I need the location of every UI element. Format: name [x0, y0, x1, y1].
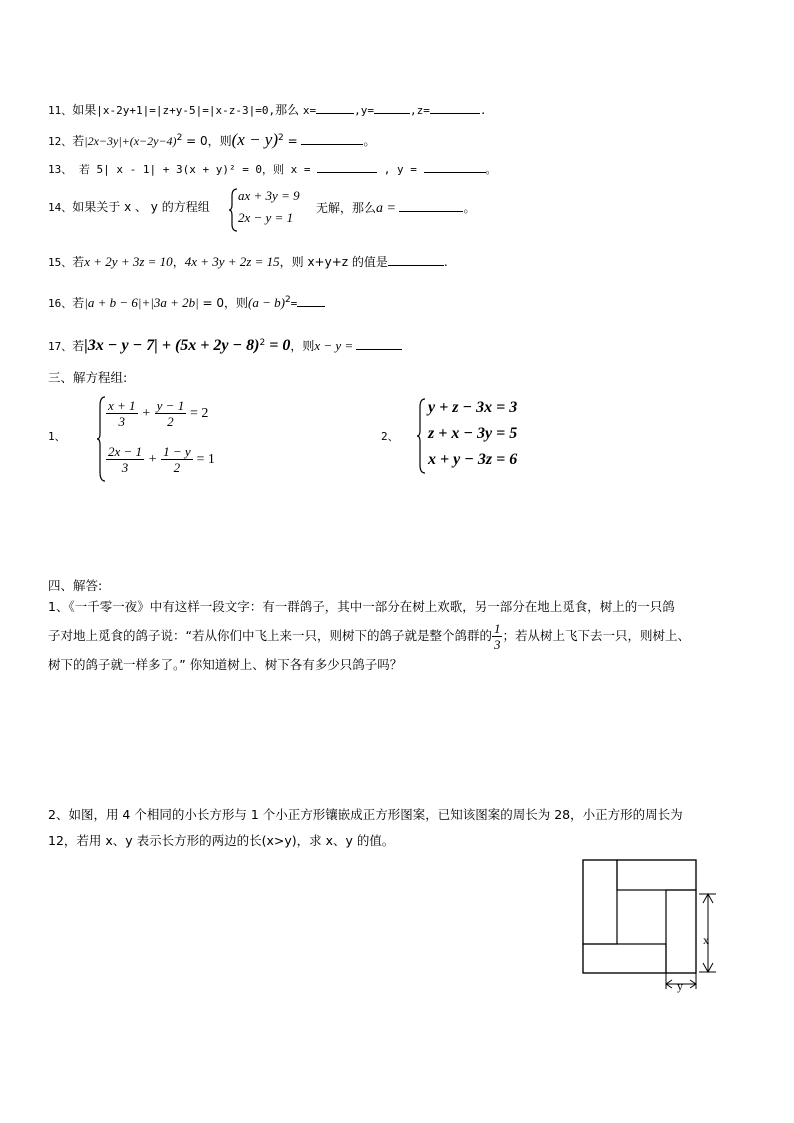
problem-1-line-2: 子对地上觅食的鸽子说：“若从你们中飞上来一只，则树下的鸽子就是整个鸽群的 $\frac{1}{3}$ ；若从树上飞下去一只，则树上、 — [48, 621, 690, 652]
system-2-number: 2、 — [381, 430, 399, 443]
q11-equation: |x-2y+1|=|z+y-5|=|x-z-3|=0, — [96, 104, 276, 117]
q11-z-blank[interactable] — [430, 102, 480, 114]
q11-end: . — [479, 104, 487, 117]
q11-y-blank[interactable] — [374, 102, 410, 114]
square-pattern-figure — [575, 852, 725, 997]
q13-text: 若 5| x - 1| + 3(x + y)² = 0，则 x = — [72, 163, 318, 176]
problem-2-line-1: 2、如图，用 4 个相同的小长方形与 1 个小正方形镶嵌成正方形图案，已知该图案的周长为 28，小正方形的周长为 — [48, 807, 683, 822]
q12-number: 12、 — [48, 135, 73, 148]
q14-equation-1: ax + 3y = 9 — [238, 188, 300, 203]
q11-x-blank[interactable] — [316, 102, 354, 114]
problem-2-line-2: 12，若用 x、y 表示长方形的两边的长(x>y)，求 x、y 的值。 — [48, 833, 395, 848]
q14-equation-2: 2x − y = 1 — [238, 210, 294, 225]
q14-post: 无解，那么 — [316, 201, 377, 215]
question-12 — [48, 130, 375, 150]
q15-post: ，则 x+y+z 的值是 — [279, 255, 388, 269]
q12-prefix: 若 — [72, 134, 85, 148]
q12-equals-zero: = 0，则 — [182, 134, 232, 148]
q11-x-label: x= — [302, 104, 317, 117]
q14-answer-blank[interactable] — [399, 200, 463, 212]
q12-expression: |2x−3y|+(x−2y−4) — [84, 134, 177, 148]
q14-brace-icon — [228, 188, 238, 232]
q15-prefix: 若 — [72, 255, 85, 269]
s1-fraction-2: $\frac{y - 1}{2}$ — [156, 398, 185, 429]
system-1-equation-2: $\frac{2x - 1}{3}$ + $\frac{1 - y}{2}$ = 1 — [108, 444, 215, 475]
q11-z-label: ,z= — [410, 104, 430, 117]
q14-number: 14、 — [48, 201, 73, 214]
q11-number: 11、 — [48, 104, 73, 117]
q14-tail — [316, 200, 475, 218]
question-11 — [48, 102, 487, 117]
q12-target: (x − y) — [231, 130, 279, 149]
q13-x-blank[interactable] — [317, 161, 377, 173]
q17-paren: (5x + 2y − 8) — [174, 337, 260, 354]
problem-1-line-1: 1、《一千零一夜》中有这样一段文字：有一群鸽子，其中一部分在树上欢歌，另一部分在地上觅食，树上的一只鸽 — [48, 599, 675, 614]
q17-equals-zero: = 0 — [265, 337, 291, 354]
q16-exponent: 2 — [284, 295, 291, 305]
outer-square — [583, 860, 696, 973]
q16-target: (a − b) — [248, 295, 285, 310]
q16-abs-2: |3a + 2b| — [150, 295, 199, 310]
q17-number: 17、 — [48, 340, 73, 353]
system-2-equation-2: z + x − 3y = 5 — [428, 425, 518, 442]
q15-separator: ， — [172, 255, 185, 269]
q12-answer-blank[interactable] — [301, 133, 363, 145]
system-1-equation-1: $\frac{x + 1}{3}$ + $\frac{y - 1}{2}$ = 2 — [108, 398, 209, 429]
question-14 — [48, 200, 210, 214]
x-label: x — [703, 933, 709, 947]
rectangle-left — [583, 860, 617, 944]
q16-answer-blank[interactable] — [297, 295, 325, 307]
q17-post: ，则 — [290, 339, 315, 353]
question-13 — [48, 161, 497, 176]
system-2-brace-icon — [416, 398, 426, 474]
system-2-equation-3: x + y − 3z = 6 — [428, 451, 518, 468]
system-2-equation-1: y + z − 3x = 3 — [428, 399, 518, 416]
q14-a-label: a = — [376, 201, 400, 216]
q13-number: 13、 — [48, 163, 73, 176]
system-1-brace-icon — [96, 396, 106, 482]
q16-abs-1: |a + b − 6| — [84, 295, 142, 310]
q13-y-label: , y = — [377, 163, 424, 176]
rectangle-bottom — [583, 944, 666, 973]
q17-abs: |3x − y − 7| — [84, 337, 158, 354]
q17-target: x − y = — [314, 338, 357, 353]
q12-equals: = — [283, 134, 302, 148]
q15-answer-blank[interactable] — [388, 254, 444, 266]
q15-equation-2: 4x + 3y + 2z = 15 — [184, 254, 280, 269]
question-17 — [48, 336, 402, 355]
system-1-number: 1、 — [48, 430, 66, 443]
q16-prefix: 若 — [72, 296, 85, 310]
q17-plus: + — [157, 337, 175, 354]
question-16 — [48, 295, 325, 311]
rectangle-right — [666, 890, 696, 973]
q17-prefix: 若 — [72, 339, 85, 353]
section-3-title: 三、解方程组: — [48, 370, 128, 385]
q11-y-label: ,y= — [354, 104, 375, 117]
q15-end: . — [443, 255, 448, 269]
q13-y-blank[interactable] — [424, 161, 486, 173]
q12-exponent: 2 — [176, 133, 183, 143]
question-15 — [48, 254, 448, 270]
q16-number: 16、 — [48, 297, 73, 310]
problem-1-line-3: 树下的鸽子就一样多了。” 你知道树上、树下各有多少只鸽子吗？ — [48, 657, 403, 672]
rectangle-top — [617, 860, 696, 890]
problem-1 — [48, 594, 760, 678]
q13-end: 。 — [485, 163, 497, 176]
s1-fraction-4: $\frac{1 - y}{2}$ — [163, 444, 191, 475]
q15-number: 15、 — [48, 256, 73, 269]
q12-end: 。 — [363, 134, 376, 148]
q16-tail: = — [290, 297, 298, 310]
q16-equals-zero: = 0，则 — [198, 296, 248, 310]
s1-fraction-1: $\frac{x + 1}{3}$ — [108, 398, 136, 429]
section-4-title: 四、解答: — [48, 578, 103, 593]
q14-end: 。 — [463, 201, 476, 215]
q12-target-exponent: 2 — [278, 133, 284, 143]
q11-mid: 那么 — [275, 103, 303, 117]
q14-prefix: 如果关于 x 、 y 的方程组 — [72, 200, 210, 214]
q15-equation-1: x + 2y + 3z = 10 — [84, 254, 173, 269]
problem-2 — [48, 802, 760, 854]
q11-prefix: 如果 — [72, 103, 97, 117]
q17-exponent: 2 — [259, 338, 266, 348]
y-label: y — [677, 979, 683, 993]
s1-fraction-3: $\frac{2x - 1}{3}$ — [108, 444, 143, 475]
q17-answer-blank[interactable] — [356, 338, 402, 350]
q16-plus: + — [141, 295, 151, 310]
problem-1-fraction: $\frac{1}{3}$ — [493, 621, 501, 652]
